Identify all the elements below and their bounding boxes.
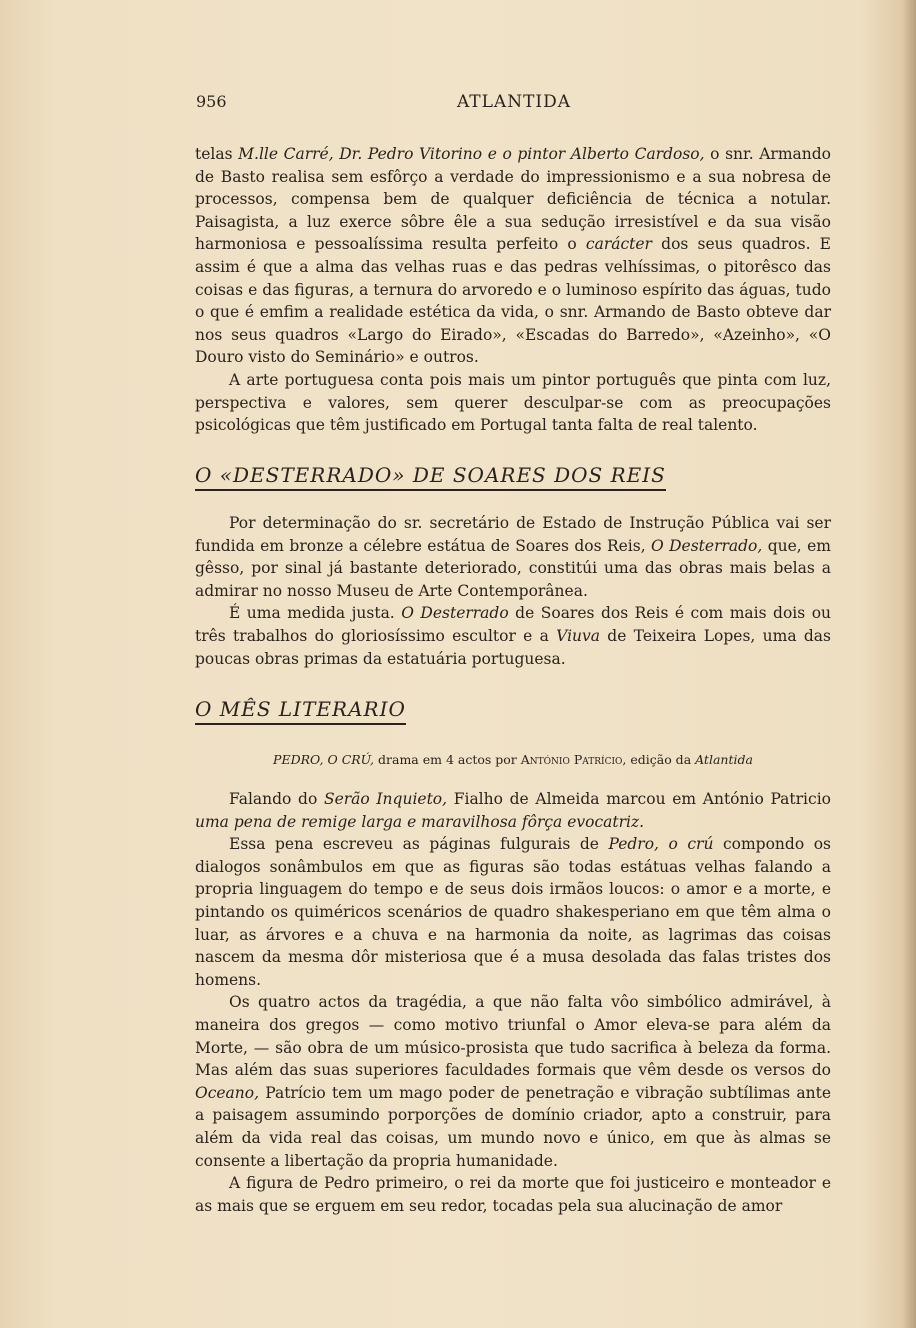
page-edge-shadow: [902, 0, 916, 1328]
running-title: ATLANTIDA: [456, 92, 572, 112]
section-desterrado-text: [195, 512, 831, 670]
section-mes-literario-text: [195, 788, 831, 1217]
review-paragraph-2: Essa pena escreveu as páginas fulgurais de Pedro, o crú compondo os dialogos sonâmbulos em que as figuras são todas estátuas velhas falando a propria linguagem do tempo e de seus dois irmãos loucos: o amor e a morte, e pintando os quiméricos scenários de quadro shakesperiano em que têm alma o luar, as árvores e a chuva e na harmonia da noite, as lagrimas das coisas nascem da mesma dôr misteriosa que é a musa desolada das falas tristes dos homens.: [195, 835, 831, 989]
review-paragraph-3: Os quatro actos da tragédia, a que não falta vôo simbólico admirável, à maneira dos gregos — como motivo triunfal o Amor eleva-se para além da Morte, — são obra de um músico-prosista que tudo sacrifica à beleza da forma. Mas além das suas superiores faculdades formais que vêm desde os versos do Oceano, Patrício tem um mago poder de penetração e vibração subtílimas ante a paisagem assumindo porporções de domínio criador, apto a construir, para além da vida real das coisas, um mundo novo e único, em que às almas se consente a libertação da propria humanidade.: [195, 993, 831, 1170]
intro-italic-caracter: carácter: [585, 235, 652, 254]
review-paragraph-1: Falando do Serão Inquieto, Fialho de Almeida marcou em António Patricio uma pena de remige larga e maravilhosa fôrça evocatriz.: [195, 790, 831, 831]
intro-italic-names: M.lle Carré, Dr. Pedro Vitorino e o pintor Alberto Cardoso,: [238, 145, 705, 163]
intro-paragraph-2: A arte portuguesa conta pois mais um pintor português que pinta com luz, perspectiva e valores, sem querer desculpar-se com as preocupações psicológicas que têm justificado em Portugal tanta falta de real talento.: [195, 370, 831, 435]
review-subheading: PEDRO, O CRÚ, drama em 4 actos por António Patrício, edição da Atlantida: [273, 752, 753, 767]
page-number: 956: [196, 92, 227, 111]
section-heading-mes-literario: O MÊS LITERARIO: [195, 697, 406, 725]
intro-paragraph-1: telas M.lle Carré, Dr. Pedro Vitorino e o pintor Alberto Cardoso, o snr. Armando de Basto realisa sem esfôrço a verdade do impressionismo e a sua nobresa de processos, compensa bem de qualquer deficiência de técnica a notular. Paisagista, a luz exerce sôbre êle a sua sedução irresistível e da sua visão harmoniosa e pessoalíssima resulta perfeito o carácter dos seus quadros. E assim é que a alma das velhas ruas e das pedras velhíssimas, o pitorêsco das coisas e das figuras, a ternura do arvoredo e o luminoso espírito das águas, tudo o que é emfim a realidade estética da vida, o snr. Armando de Basto obteve dar nos seus quadros «Largo do Eirado», «Escadas do Barredo», «Azeinho», «O Douro visto do Seminário» e outros.: [195, 145, 832, 367]
desterrado-paragraph-1: Por determinação do sr. secretário de Estado de Instrução Pública vai ser fundida em bronze a célebre estátua de Soares dos Reis, O Desterrado, que, em gêsso, por sinal já bastante deteriorado, constitúi uma das obras mais belas a admirar no nosso Museu de Arte Contemporânea.: [195, 514, 831, 600]
page-header: [196, 92, 832, 114]
desterrado-paragraph-2: É uma medida justa. O Desterrado de Soares dos Reis é com mais dois ou três trabalhos do gloriosíssimo escultor e a Viuva de Teixeira Lopes, uma das poucas obras primas da estatuária portuguesa.: [195, 604, 832, 668]
intro-text: [195, 143, 831, 437]
section-heading-desterrado: O «DESTERRADO» DE SOARES DOS REIS: [195, 463, 666, 491]
review-paragraph-4: A figura de Pedro primeiro, o rei da morte que foi justiceiro e monteador e as mais que se erguem em seu redor, tocadas pela sua alucinação de amor: [195, 1174, 831, 1215]
